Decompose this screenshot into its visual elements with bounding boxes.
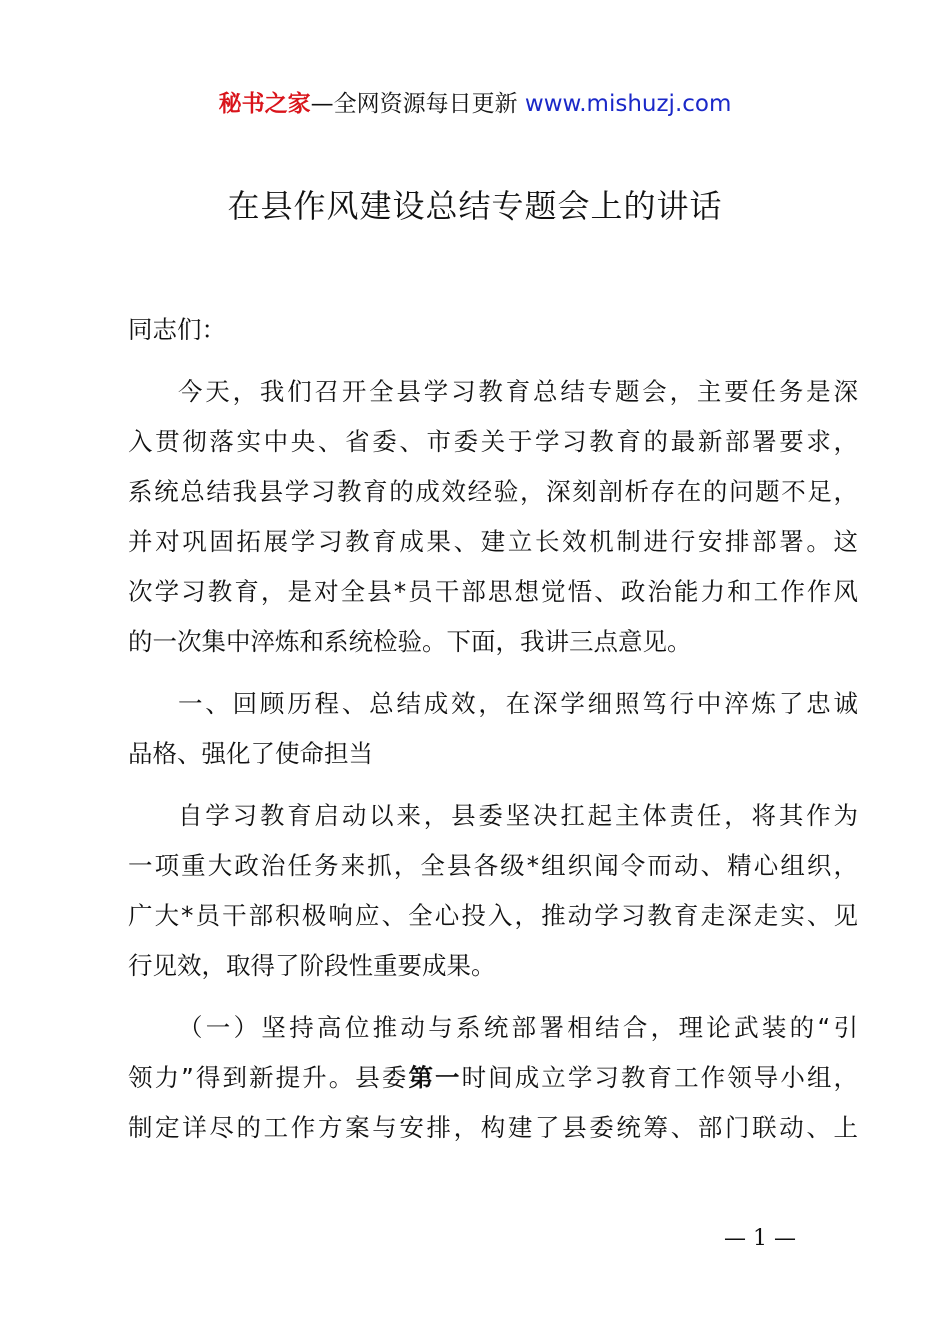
paragraph-1-line: 今天，我们召开全县学习教育总结专题会，主要任务是深: [178, 377, 858, 406]
paragraph-2-line: 行见效，取得了阶段性重要成果。: [128, 951, 496, 980]
salutation: 同志们：: [128, 315, 226, 344]
paragraph-3-line: [128, 1058, 858, 1098]
paragraph-1-line: 入贯彻落实中央、省委、市委关于学习教育的最新部署要求，: [128, 427, 858, 456]
emphasized-text: 第一: [408, 1063, 462, 1092]
header-tagline: —全网资源每日更新: [310, 91, 518, 117]
site-header: [0, 84, 950, 124]
paragraph-2-line: 一项重大政治任务来抓，全县各级*组织闻令而动、精心组织，: [128, 851, 858, 880]
paragraph-3-line: 制定详尽的工作方案与安排，构建了县委统筹、部门联动、上: [128, 1113, 858, 1142]
paragraph-1-line: 并对巩固拓展学习教育成果、建立长效机制进行安排部署。这: [128, 527, 858, 556]
document-title: 在县作风建设总结专题会上的讲话: [227, 187, 723, 225]
paragraph-3-text: 领力”得到新提升。县委: [128, 1063, 409, 1092]
paragraph-3-text: 时间成立学习教育工作领导小组，: [461, 1063, 859, 1092]
section-heading-line: 一、回顾历程、总结成效，在深学细照笃行中淬炼了忠诚: [178, 689, 858, 718]
paragraph-3-line: （一）坚持高位推动与系统部署相结合，理论武装的“引: [178, 1013, 858, 1042]
paragraph-1-line: 次学习教育，是对全县*员干部思想觉悟、政治能力和工作作风: [128, 577, 858, 606]
site-url[interactable]: www.mishuzj.com: [524, 91, 732, 117]
paragraph-2-line: 自学习教育启动以来，县委坚决扛起主体责任，将其作为: [178, 801, 858, 830]
paragraph-1-line: 的一次集中淬炼和系统检验。下面，我讲三点意见。: [128, 627, 692, 656]
paragraph-2-line: 广大*员干部积极响应、全心投入，推动学习教育走深走实、见: [128, 901, 858, 930]
paragraph-1-line: 系统总结我县学习教育的成效经验，深刻剖析存在的问题不足，: [128, 477, 858, 506]
brand-name: 秘书之家: [218, 91, 311, 117]
section-heading-line: 品格、强化了使命担当: [128, 739, 373, 768]
page-number: — 1 —: [724, 1226, 796, 1251]
